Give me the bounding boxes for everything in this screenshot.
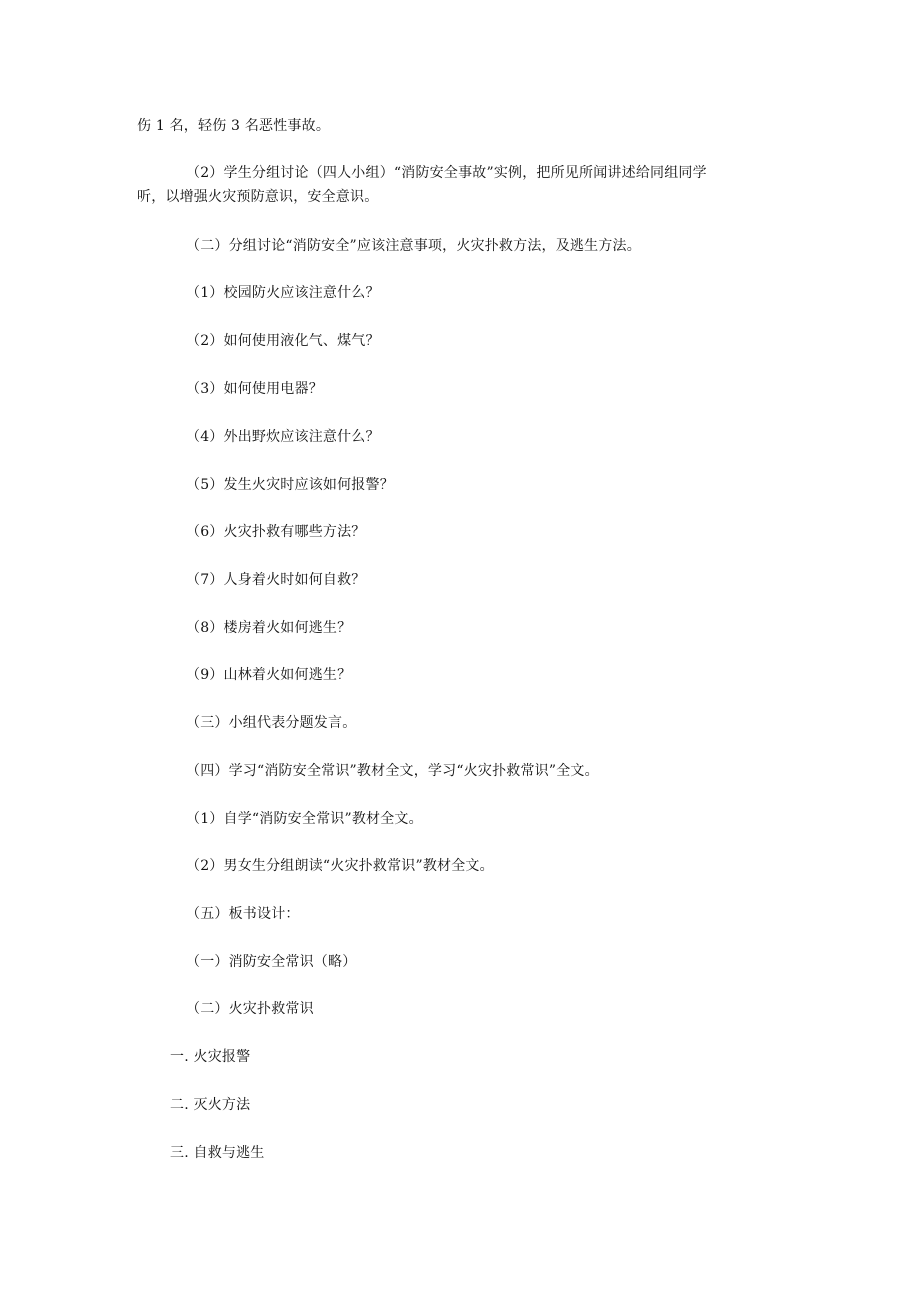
section-heading-2: （二）分组讨论“消防安全”应该注意事项，火灾扑救方法，及逃生方法。 bbox=[186, 238, 641, 254]
question-item-2: （2）如何使用液化气、煤气？ bbox=[186, 333, 380, 349]
board-item-2: （二）火灾扑救常识 bbox=[186, 1001, 314, 1017]
text-line-group-discussion-cont: 听，以增强火灾预防意识，安全意识。 bbox=[137, 189, 379, 205]
board-item-1: （一）消防安全常识（略） bbox=[186, 954, 357, 970]
question-item-9: （9）山林着火如何逃生？ bbox=[186, 667, 352, 683]
question-item-5: （5）发生火灾时应该如何报警？ bbox=[186, 477, 394, 493]
board-subitem-1: 一. 火灾报警 bbox=[170, 1049, 251, 1065]
board-subitem-2: 二. 灭火方法 bbox=[170, 1097, 251, 1113]
question-item-1: （1）校园防火应该注意什么？ bbox=[186, 285, 380, 301]
question-item-4: （4）外出野炊应该注意什么？ bbox=[186, 429, 380, 445]
section-heading-5: （五）板书设计： bbox=[186, 906, 300, 922]
text-line-group-discussion: （2）学生分组讨论（四人小组）“消防安全事故”实例，把所见所闻讲述给同组同学 bbox=[186, 165, 707, 181]
question-item-8: （8）楼房着火如何逃生？ bbox=[186, 620, 352, 636]
text-line-injury-summary: 伤 1 名，轻伤 3 名恶性事故。 bbox=[137, 118, 331, 134]
question-item-3: （3）如何使用电器？ bbox=[186, 381, 323, 397]
question-item-6: （6）火灾扑救有哪些方法？ bbox=[186, 524, 366, 540]
section-heading-4: （四）学习“消防安全常识”教材全文，学习“火灾扑救常识”全文。 bbox=[186, 763, 599, 779]
section-heading-3: （三）小组代表分题发言。 bbox=[186, 715, 357, 731]
study-item-1: （1）自学“消防安全常识”教材全文。 bbox=[186, 811, 423, 827]
board-subitem-3: 三. 自救与逃生 bbox=[170, 1145, 265, 1161]
study-item-2: （2）男女生分组朗读“火灾扑救常识”教材全文。 bbox=[186, 858, 494, 874]
question-item-7: （7）人身着火时如何自救？ bbox=[186, 572, 366, 588]
